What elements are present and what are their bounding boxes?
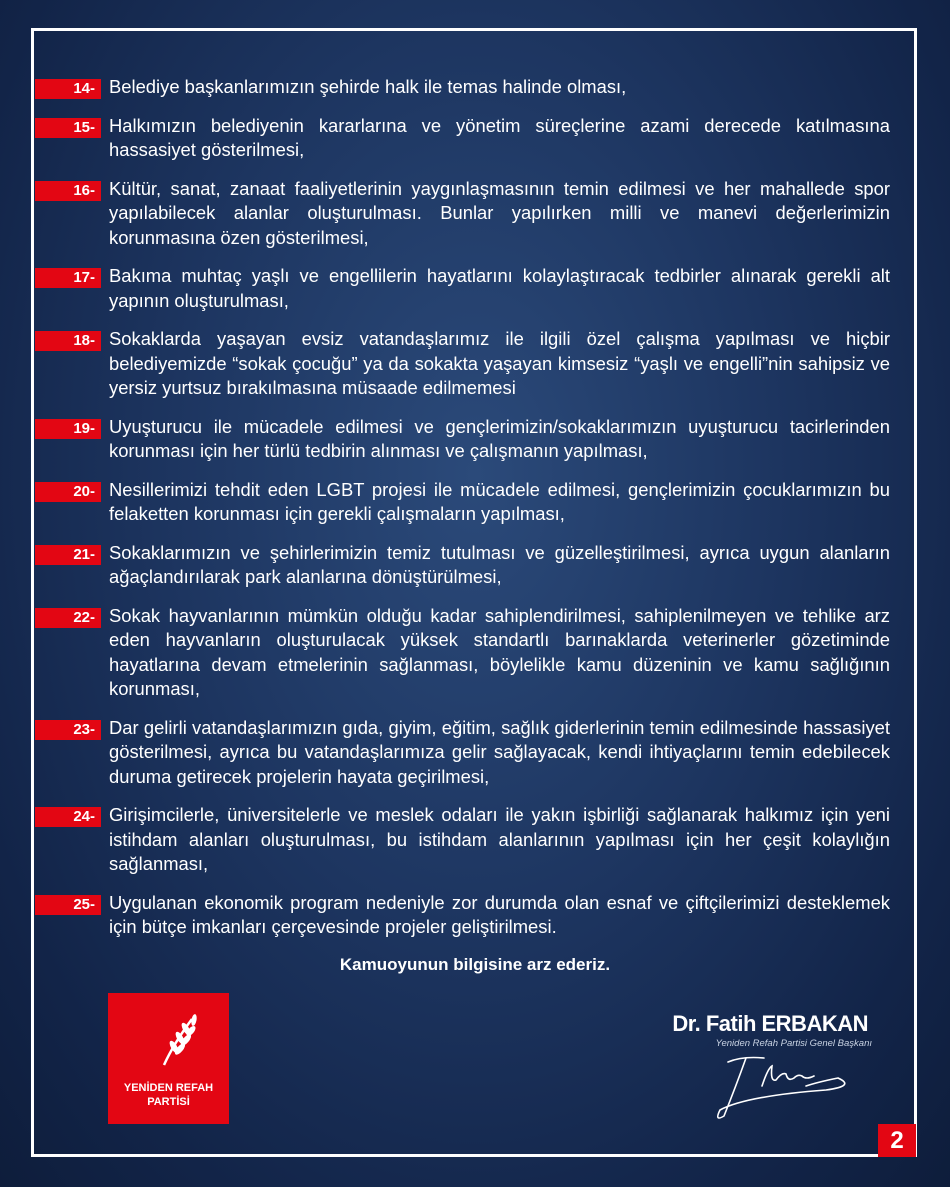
item-number: 25- bbox=[35, 895, 101, 915]
list-item bbox=[35, 478, 890, 527]
signatory-title: Yeniden Refah Partisi Genel Başkanı bbox=[715, 1038, 872, 1049]
list-item bbox=[35, 803, 890, 877]
item-text: Belediye başkanlarımızın şehirde halk ile temas halinde olması, bbox=[109, 76, 627, 97]
list-item bbox=[35, 177, 890, 251]
logo-text bbox=[108, 1081, 229, 1109]
item-text: Sokaklarımızın ve şehirlerimizin temiz tutulması ve güzelleştirilmesi, ayrıca uygun alanların ağaçlandırılarak park alanlarına dönüştürülmesi, bbox=[109, 541, 890, 587]
list-item bbox=[35, 114, 890, 163]
item-number: 22- bbox=[35, 608, 101, 628]
item-number: 14- bbox=[35, 79, 101, 99]
item-number: 17- bbox=[35, 268, 101, 288]
closing-statement: Kamuoyunun bilgisine arz ederiz. bbox=[339, 955, 611, 974]
item-text: Bakıma muhtaç yaşlı ve engellilerin hayatlarını kolaylaştıracak tedbirler alınarak gerekli alt yapının oluşturulması, bbox=[109, 265, 890, 311]
list-item bbox=[35, 716, 890, 790]
item-number: 15- bbox=[35, 118, 101, 138]
list-item bbox=[35, 415, 890, 464]
item-text: Nesillerimizi tehdit eden LGBT projesi ile mücadele edilmesi, gençlerimizin çocuklarımızın bu felaketten korunması için gerekli çalışmaların yapılması, bbox=[109, 478, 890, 524]
item-number: 16- bbox=[35, 181, 101, 201]
item-number: 20- bbox=[35, 482, 101, 502]
party-logo bbox=[108, 993, 229, 1124]
list-item bbox=[35, 264, 890, 313]
item-text: Sokaklarda yaşayan evsiz vatandaşlarımız ile ilgili özel çalışma yapılması ve hiçbir belediyemizde “sokak çocuğu” ya da sokakta yaşayan kimsesiz “yaşlı ve engelli”nin sahipsiz ve yersiz yurtsuz bırakılmasına müsaade edilmemesi bbox=[109, 328, 890, 398]
handwritten-signature-icon bbox=[706, 1052, 856, 1124]
list-item bbox=[35, 541, 890, 590]
item-text: Dar gelirli vatandaşlarımızın gıda, giyim, eğitim, sağlık giderlerinin temin edilmesinde hassasiyet gösterilmesi, ayrıca bu vatandaşlarımıza gelir sağlayacak, kendi ihtiyaçlarını temin edebilecek duruma getirecek projelerin hayata geçirilmesi, bbox=[109, 716, 890, 787]
page-number: 2 bbox=[878, 1124, 916, 1157]
item-text: Halkımızın belediyenin kararlarına ve yönetim süreçlerine azami derecede katılmasına hassasiyet gösterilmesi, bbox=[109, 114, 890, 160]
item-number: 18- bbox=[35, 331, 101, 351]
item-number: 24- bbox=[35, 807, 101, 827]
list-item bbox=[35, 75, 890, 100]
item-number: 21- bbox=[35, 545, 101, 565]
item-number: 19- bbox=[35, 419, 101, 439]
list-item bbox=[35, 891, 890, 940]
item-text: Kültür, sanat, zanaat faaliyetlerinin yaygınlaşmasının temin edilmesi ve her mahallede spor yapılabilecek alanlar oluşturulması. Bunlar yapılırken milli ve manevi değerlerimizin korunmasına özen gösterilmesi, bbox=[109, 177, 890, 248]
list-item bbox=[35, 327, 890, 401]
item-text: Uyuşturucu ile mücadele edilmesi ve gençlerimizin/sokaklarımızın uyuşturucu tacirlerinden korunması için her türlü tedbirin alınması ve çalışmanın yapılması, bbox=[109, 415, 890, 461]
item-text: Uygulanan ekonomik program nedeniyle zor durumda olan esnaf ve çiftçilerimizi desteklemek için bütçe imkanları çerçevesinde projeler geliştirilmesi. bbox=[109, 891, 890, 937]
item-text: Sokak hayvanlarının mümkün olduğu kadar sahiplendirilmesi, sahiplenilmeyen ve tehlike arz eden hayvanların oluşturulacak yüksek standartlı barınaklarda veterinerler gözetiminde hayatlarına devam etmelerinin sağlanması, böylelikle kamu düzeninin ve kamu sağlığının korunması, bbox=[109, 604, 890, 699]
item-list bbox=[35, 75, 890, 954]
logo-line-1: YENİDEN REFAH bbox=[123, 1082, 214, 1094]
logo-line-2: PARTİSİ bbox=[147, 1096, 190, 1108]
item-text: Girişimcilerle, üniversitelerle ve meslek odaları ile yakın işbirliği sağlanarak halkımız için yeni istihdam alanları oluşturulması, bu istihdam alanlarının yapılması için her çeşit kolaylığın sağlanması, bbox=[109, 804, 890, 874]
crescent-wheat-icon bbox=[130, 1003, 208, 1081]
item-number: 23- bbox=[35, 720, 101, 740]
list-item bbox=[35, 604, 890, 702]
signatory-name: Dr. Fatih ERBAKAN bbox=[672, 1011, 868, 1036]
